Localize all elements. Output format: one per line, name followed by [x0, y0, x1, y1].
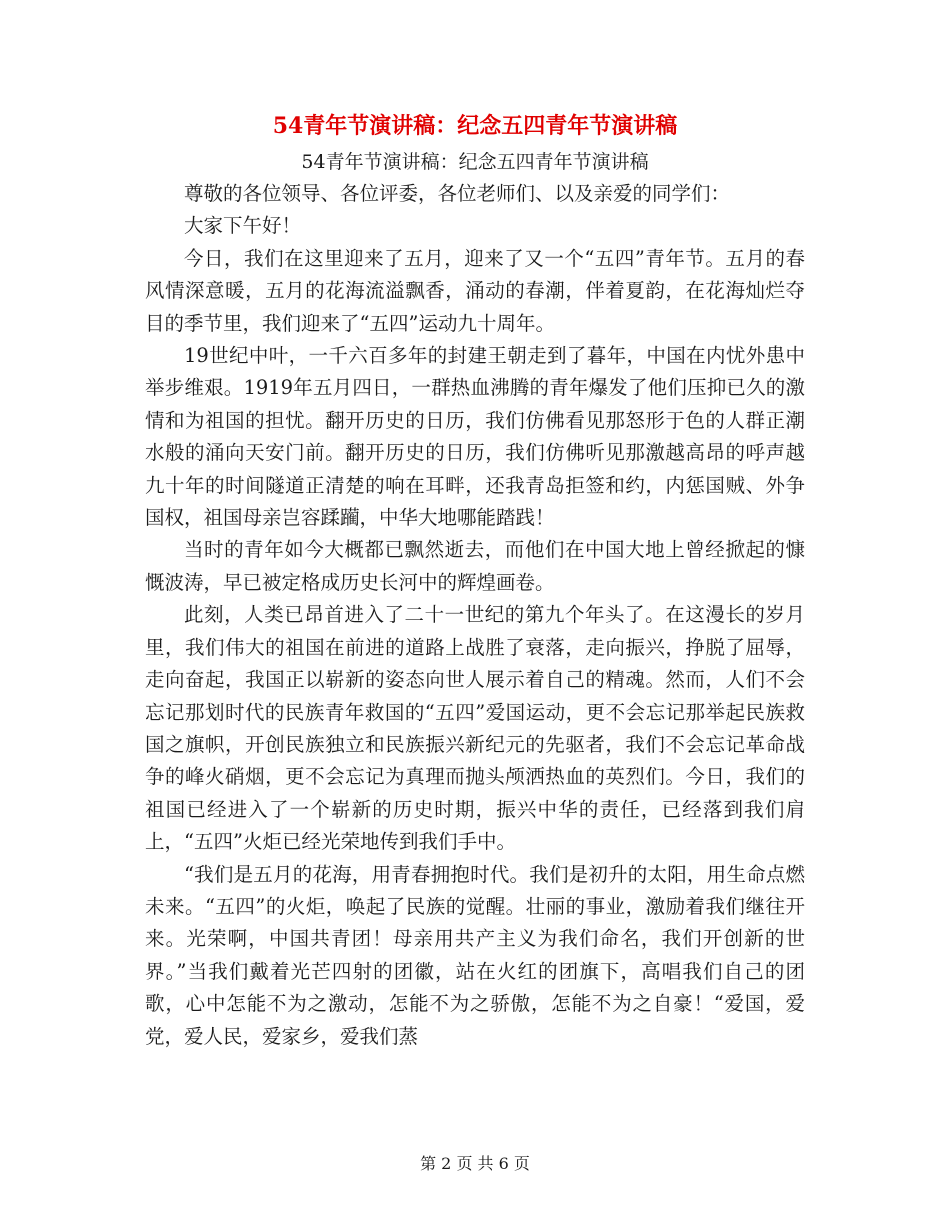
body-paragraph: “我们是五月的花海，用青春拥抱时代。我们是初升的太阳，用生命点燃未来。“五四”的火炬，唤起了民族的觉醒。壮丽的事业，激励着我们继往开来。光荣啊，中国共青团！母亲用共产主义为我们命名，我们开创新的世界。”当我们戴着光芒四射的团徽，站在火红的团旗下，高唱我们自己的团歌，心中怎能不为之激动，怎能不为之骄傲，怎能不为之自豪！“爱国，爱党，爱人民，爱家乡，爱我们蒸: [145, 862, 805, 1048]
body-paragraph: 当时的青年如今大概都已飘然逝去，而他们在中国大地上曾经掀起的慷慨波涛，早已被定格成历史长河中的辉煌画卷。: [145, 538, 805, 594]
body-paragraph: 此刻，人类已昂首进入了二十一世纪的第九个年头了。在这漫长的岁月里，我们伟大的祖国在前进的道路上战胜了衰落，走向振兴，挣脱了屈辱，走向奋起，我国正以崭新的姿态向世人展示着自己的精魂。然而，人们不会忘记那划时代的民族青年救国的“五四”爱国运动，更不会忘记那举起民族救国之旗帜，开创民族独立和民族振兴新纪元的先驱者，我们不会忘记革命战争的峰火硝烟，更不会忘记为真理而抛头颅洒热血的英烈们。今日，我们的祖国已经进入了一个崭新的历史时期，振兴中华的责任，已经落到我们肩上，“五四”火炬已经光荣地传到我们手中。: [145, 603, 805, 854]
page-number-label: 第 2 页 共 6 页: [420, 1154, 530, 1173]
document-title: 54青年节演讲稿：纪念五四青年节演讲稿: [272, 113, 678, 139]
document-subtitle: 54青年节演讲稿：纪念五四青年节演讲稿: [301, 151, 649, 173]
body-paragraph: 19世纪中叶，一千六百多年的封建王朝走到了暮年，中国在内忧外患中举步维艰。1919年五月四日，一群热血沸腾的青年爆发了他们压抑已久的激情和为祖国的担忧。翻开历史的日历，我们仿佛看见那怒形于色的人群正潮水般的涌向天安门前。翻开历史的日历，我们仿佛听见那激越高昂的呼声越九十年的时间隧道正清楚的响在耳畔，还我青岛拒签和约，内惩国贼、外争国权，祖国母亲岂容蹂躏，中华大地哪能踏践！: [145, 344, 805, 530]
document-page: [145, 108, 805, 1053]
page-footer: [0, 1152, 950, 1176]
body-paragraph: 今日，我们在这里迎来了五月，迎来了又一个“五四”青年节。五月的春风情深意暖，五月的花海流溢飘香，涌动的春潮，伴着夏韵，在花海灿烂夺目的季节里，我们迎来了“五四”运动九十周年。: [145, 246, 805, 335]
greeting-paragraph: 大家下午好！: [184, 214, 302, 238]
salutation-paragraph: 尊敬的各位领导、各位评委，各位老师们、以及亲爱的同学们：: [184, 182, 731, 205]
